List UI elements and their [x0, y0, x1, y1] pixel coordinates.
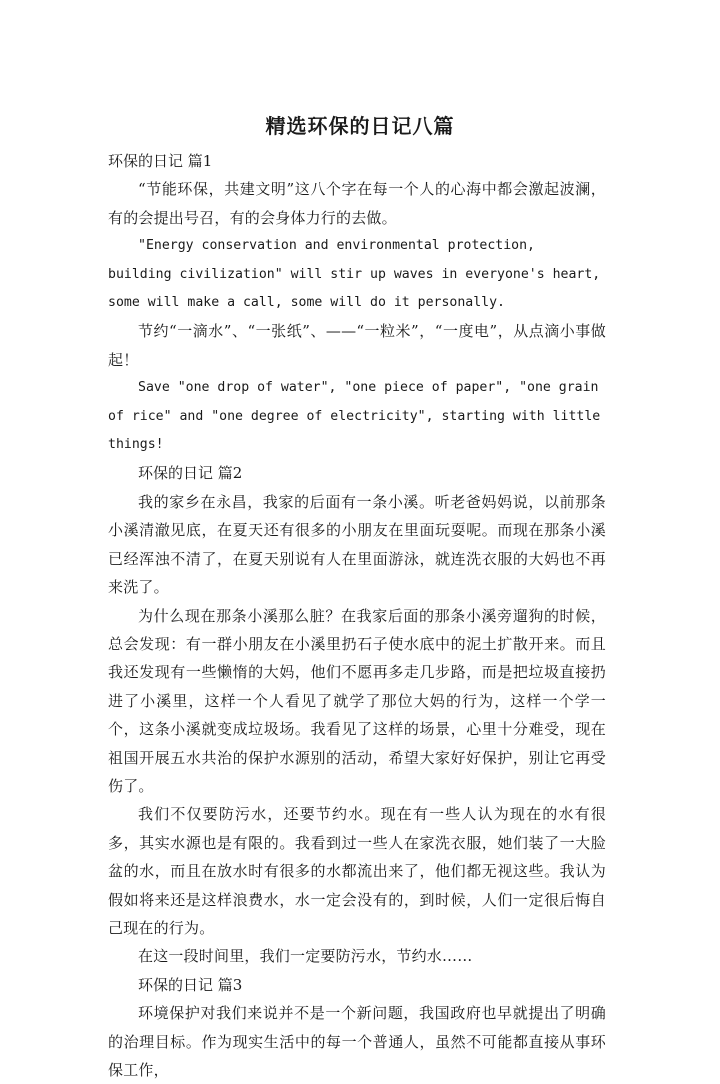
paragraph: 环境保护对我们来说并不是一个新问题，我国政府也早就提出了明确的治理目标。作为现实生活中的每一个普通人，虽然不可能都直接从事环保工作，: [108, 1004, 606, 1079]
paragraph: 为什么现在那条小溪那么脏？在我家后面的那条小溪旁遛狗的时候，总会发现：有一群小朋友在小溪里扔石子使水底中的泥土扩散开来。而且我还发现有一些懒惰的大妈，他们不愿再多走几步路，而是把垃圾直接扔进了小溪里，这样一个人看见了就学了那位大妈的行为，这样一个学一个，这条小溪就变成垃圾场。我看见了这样的场景，心里十分难受，现在祖国开展五水共治的保护水源别的活动，希望大家好好保护，别让它再受伤了。: [108, 606, 606, 795]
paragraph-english: Save "one drop of water", "one piece of paper", "one grain of rice" and "one degree of electricity", starting with little things!: [108, 380, 601, 453]
paragraph: 我们不仅要防污水，还要节约水。现在有一些人认为现在的水有很多，其实水源也是有限的。我看到过一些人在家洗衣服，她们装了一大脸盆的水，而且在放水时有很多的水都流出来了，他们都无视这些。我认为假如将来还是这样浪费水，水一定会没有的，到时候，人们一定很后悔自己现在的行为。: [108, 805, 606, 937]
paragraph-english: "Energy conservation and environmental protection, building civilization" will stir up waves in everyone's heart, some will make a call, some will do it personally.: [108, 238, 601, 311]
paragraph: 节约“一滴水”、“一张纸”、——“一粒米”，“一度电”，从点滴小事做起！: [108, 322, 606, 369]
section-heading-3: 环保的日记 篇3: [138, 975, 243, 994]
paragraph: “节能环保，共建文明”这八个字在每一个人的心海中都会激起波澜，有的会提出号召，有的会身体力行的去做。: [108, 180, 606, 227]
document-title: 精选环保的日记八篇: [265, 114, 455, 138]
paragraph: 在这一段时间里，我们一定要防污水，节约水……: [138, 947, 473, 966]
document-body: [108, 147, 606, 1084]
section-heading-1: 环保的日记 篇1: [108, 152, 213, 170]
section-heading-2: 环保的日记 篇2: [138, 464, 243, 483]
paragraph: 我的家乡在永昌，我家的后面有一条小溪。听老爸妈妈说，以前那条小溪清澈见底，在夏天还有很多的小朋友在里面玩耍呢。而现在那条小溪已经浑浊不清了，在夏天别说有人在里面游泳，就连洗衣服的大妈也不再来洗了。: [108, 492, 606, 597]
